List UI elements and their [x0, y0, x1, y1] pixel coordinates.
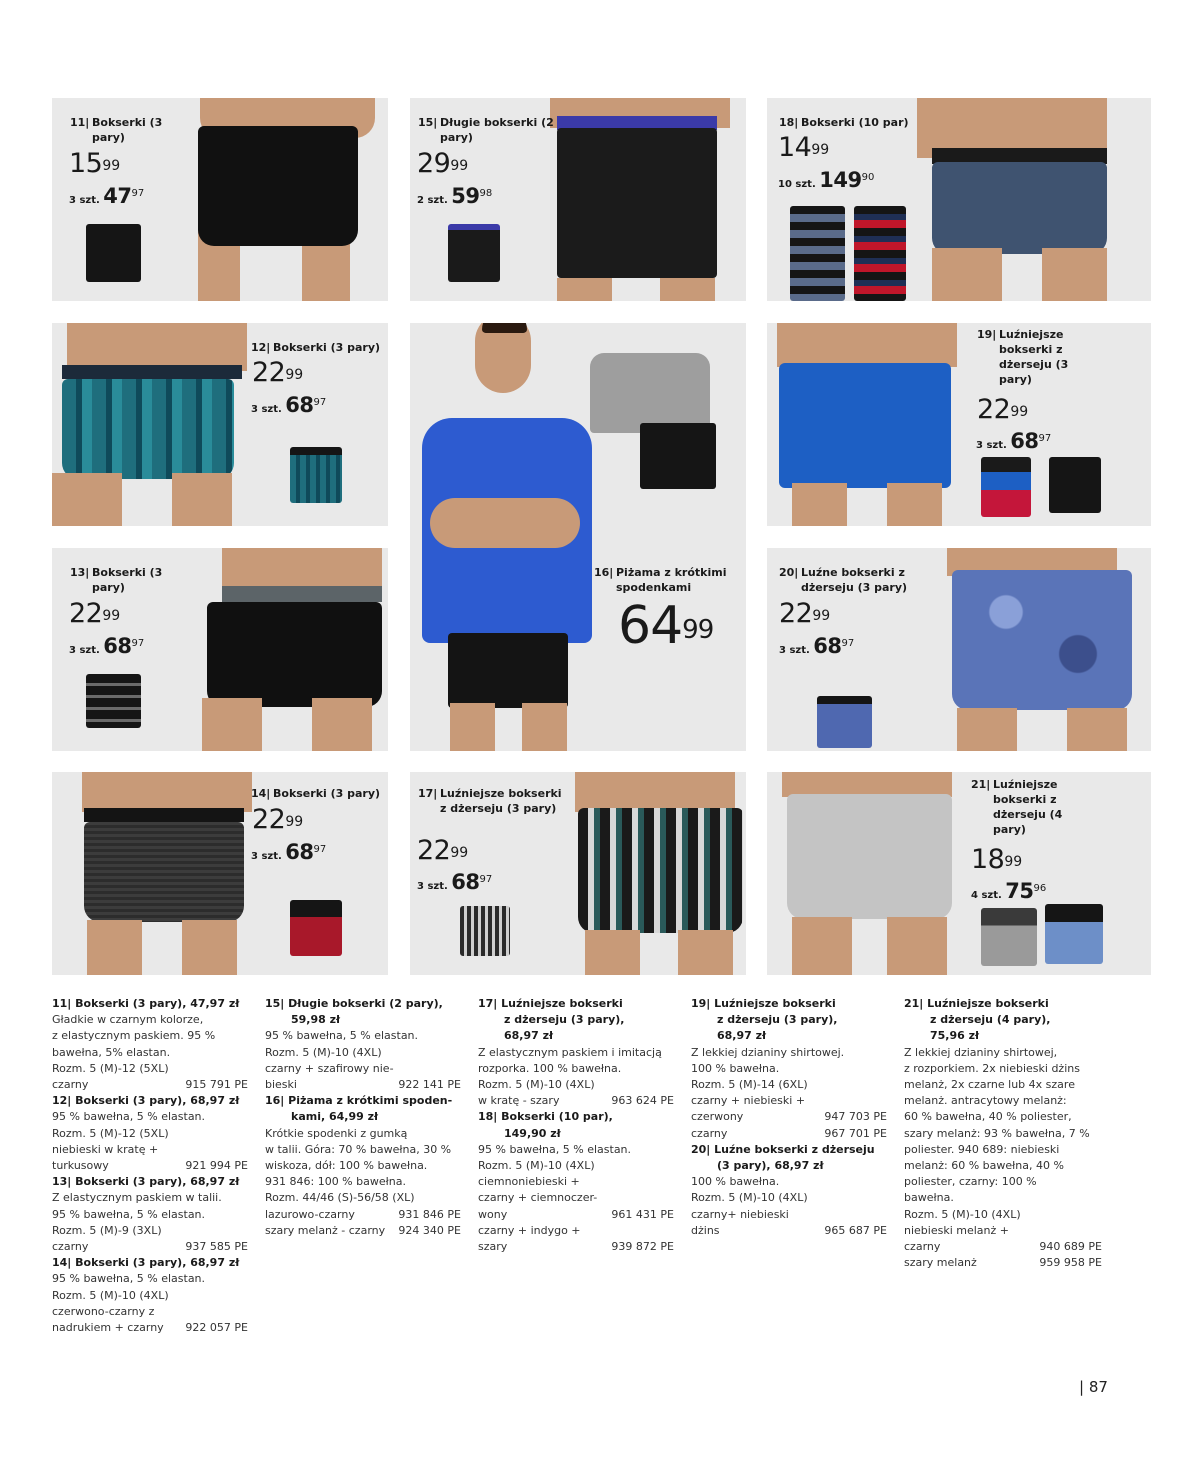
product-tile-14[interactable] — [52, 772, 388, 975]
pack-thumbnail-14 — [290, 900, 342, 956]
page-number: | 87 — [1079, 1378, 1108, 1396]
price-18: $14^{99}$ — [778, 132, 830, 163]
description-column-5: 21| Luźniejsze bokserki z dżerseju (4 pary), 75,96 zł Z lekkiej dzianiny shirtowej, z rozporkiem. 2x niebieski dżins melanż, 2x czarne lub 4x szare melanż. antracytowy melanż: 60 % bawełna, 40 % poliester, szary melanż: 93 % bawełna, 7 % poliester. 940 689: niebieski melanż: 60 % bawełna, 40 % poliester, czarny: 100 % bawełna. Rozm. 5 (M)-10 (4XL) niebieski melanż + czarny 940 689 PE szary melanż 959 958 PE — [904, 997, 1102, 1270]
multi-price-13: 3 szt. $68^{97}$ — [69, 634, 145, 658]
product-photo-15 — [545, 98, 745, 301]
description-column-3: 17| Luźniejsze bokserki z dżerseju (3 pary), 68,97 zł Z elastycznym paskiem i imitacją rozporka. 100 % bawełna. Rozm. 5 (M)-10 (4XL) w kratę - szary 963 624 PE 18| Bokserki (10 par), 149,90 zł 95 % bawełna, 5 % elastan. Rozm. 5 (M)-10 (4XL) ciemnoniebieski + czarny + ciemnoczer- wony 961 431 PE czarny + indygo + szary 939 872 PE — [478, 997, 674, 1254]
product-photo-17 — [570, 772, 746, 975]
product-label-16: 16| Piżama z krótkimi spodenkami — [594, 566, 727, 594]
pack-thumbnail-15 — [448, 224, 500, 282]
product-tile-21[interactable] — [767, 772, 1151, 975]
product-label-11: 11| Bokserki (3 pary) — [70, 116, 163, 144]
price-13: $22^{99}$ — [69, 598, 121, 629]
pack-thumbnail-13 — [86, 674, 141, 728]
multi-price-15: 2 szt. $59^{98}$ — [417, 184, 493, 208]
product-photo-19 — [767, 323, 967, 526]
price-16: $64^{99}$ — [618, 596, 714, 656]
pack-thumbnail-21b — [1045, 904, 1103, 964]
product-tile-15[interactable] — [410, 98, 746, 301]
multi-price-12: 3 szt. $68^{97}$ — [251, 393, 327, 417]
product-tile-13[interactable] — [52, 548, 388, 751]
product-photo-16 — [410, 323, 610, 751]
description-column-4: 19| Luźniejsze bokserki z dżerseju (3 pary), 68,97 zł Z lekkiej dzianiny shirtowej. 100 % bawełna. Rozm. 5 (M)-14 (6XL) czarny + niebieski + czerwony 947 703 PE czarny 967 701 PE 20| Luźne bokserki z dżerseju (3 pary), 68,97 zł 100 % bawełna. Rozm. 5 (M)-10 (4XL) czarny+ niebieski dżins 965 687 PE — [691, 997, 887, 1237]
pack-thumbnail-18a — [790, 206, 845, 301]
pack-thumbnail-17 — [460, 906, 510, 956]
product-tile-12[interactable] — [52, 323, 388, 526]
price-15: $29^{99}$ — [417, 148, 469, 179]
product-label-14: 14| Bokserki (3 pary) — [251, 787, 381, 800]
price-14: $22^{99}$ — [252, 804, 304, 835]
product-label-12: 12| Bokserki (3 pary) — [251, 341, 381, 354]
multi-price-19: 3 szt. $68^{97}$ — [976, 429, 1052, 453]
multi-price-18: 10 szt. $149^{90}$ — [778, 168, 875, 192]
multi-price-14: 3 szt. $68^{97}$ — [251, 840, 327, 864]
product-label-19: 19| Luźniejsze bokserki z dżerseju (3 pary) — [977, 328, 1069, 386]
pack-thumbnail-19a — [981, 457, 1031, 517]
price-19: $22^{99}$ — [977, 394, 1029, 425]
description-column-1: 11| Bokserki (3 pary), 47,97 zł Gładkie w czarnym kolorze, z elastycznym paskiem. 95 % bawełna, 5% elastan. Rozm. 5 (M)-12 (5XL) czarny 915 791 PE 12| Bokserki (3 pary), 68,97 zł 95 % bawełna, 5 % elastan. Rozm. 5 (M)-12 (5XL) niebieski w kratę + turkusowy 921 994 PE 13| Bokserki (3 pary), 68,97 zł Z elastycznym paskiem w talii. 95 % bawełna, 5 % elastan. Rozm. 5 (M)-9 (3XL) czarny 937 585 PE 14| Bokserki (3 pary), 68,97 zł 95 % bawełna, 5 % elastan. Rozm. 5 (M)-10 (4XL) czerwono-czarny z nadrukiem + czarny 922 057 PE — [52, 997, 248, 1335]
description-column-2: 15| Długie bokserki (2 pary), 59,98 zł 95 % bawełna, 5 % elastan. Rozm. 5 (M)-10 (4XL) czarny + szafirowy nie- bieski 922 141 PE 16| Piżama z krótkimi spoden- kami, 64,99 zł Krótkie spodenki z gumką w talii. Góra: 70 % bawełna, 30 % wiskoza, dół: 100 % bawełna. 931 846: 100 % bawełna. Rozm. 44/46 (S)-56/58 (XL) lazurowo-czarny 931 846 PE szary melanż - czarny 924 340 PE — [265, 997, 461, 1237]
pack-thumbnail-12 — [290, 447, 342, 503]
product-tile-11[interactable] — [52, 98, 388, 301]
product-photo-20 — [937, 548, 1151, 751]
product-label-21: 21| Luźniejsze bokserki z dżerseju (4 pary) — [971, 778, 1063, 836]
multi-price-11: 3 szt. $47^{97}$ — [69, 184, 145, 208]
product-label-15: 15| Długie bokserki (2 pary) — [418, 116, 554, 144]
product-label-13: 13| Bokserki (3 pary) — [70, 566, 163, 594]
price-21: $18^{99}$ — [971, 844, 1023, 875]
product-label-18: 18| Bokserki (10 par) — [779, 116, 909, 129]
pack-thumbnail-20 — [817, 696, 872, 748]
pajama-shorts-thumbnail — [640, 423, 716, 489]
product-photo-21 — [767, 772, 967, 975]
price-20: $22^{99}$ — [779, 598, 831, 629]
price-17: $22^{99}$ — [417, 835, 469, 866]
product-tile-19[interactable] — [767, 323, 1151, 526]
pack-thumbnail-19b — [1049, 457, 1101, 513]
pajama-shirt-thumbnail — [590, 353, 710, 433]
multi-price-21: 4 szt. $75^{96}$ — [971, 879, 1047, 903]
product-photo-11 — [180, 98, 388, 301]
price-12: $22^{99}$ — [252, 357, 304, 388]
product-label-20: 20| Luźne bokserki z dżerseju (3 pary) — [779, 566, 908, 594]
product-tile-18[interactable] — [767, 98, 1151, 301]
pack-thumbnail-18b — [854, 206, 906, 301]
price-11: $15^{99}$ — [69, 148, 121, 179]
product-tile-16[interactable] — [410, 323, 746, 751]
product-tile-17[interactable] — [410, 772, 746, 975]
pack-thumbnail-11 — [86, 224, 141, 282]
product-photo-13 — [182, 548, 388, 751]
product-photo-12 — [52, 323, 262, 526]
product-tile-20[interactable] — [767, 548, 1151, 751]
pack-thumbnail-21a — [981, 908, 1037, 966]
product-photo-14 — [52, 772, 252, 975]
multi-price-17: 3 szt. $68^{97}$ — [417, 870, 493, 894]
product-label-17: 17| Luźniejsze bokserki z dżerseju (3 pary) — [418, 787, 562, 815]
product-photo-18 — [917, 98, 1151, 301]
multi-price-20: 3 szt. $68^{97}$ — [779, 634, 855, 658]
